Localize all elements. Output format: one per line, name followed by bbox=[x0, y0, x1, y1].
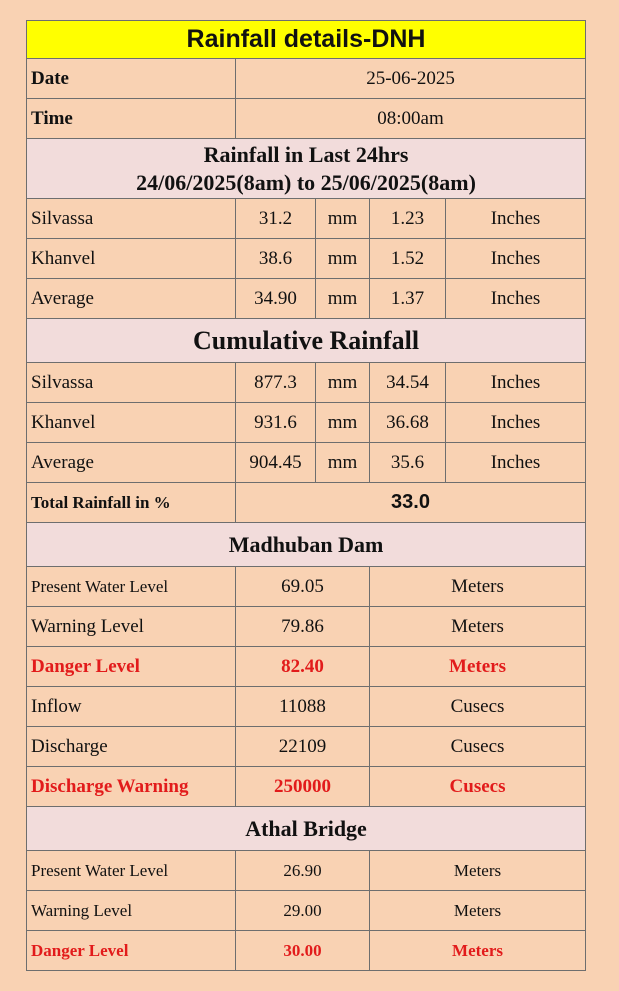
cumulative-heading: Cumulative Rainfall bbox=[27, 319, 586, 363]
time-label: Time bbox=[27, 99, 236, 139]
athal-row-warning bbox=[27, 891, 586, 931]
total-rainfall-label: Total Rainfall in % bbox=[27, 483, 236, 523]
level-unit: Meters bbox=[370, 607, 586, 647]
madhuban-row-warning bbox=[27, 607, 586, 647]
mm-value: 38.6 bbox=[236, 239, 316, 279]
athal-heading: Athal Bridge bbox=[27, 807, 586, 851]
inch-unit: Inches bbox=[446, 239, 586, 279]
level-value: 26.90 bbox=[236, 851, 370, 891]
mm-unit: mm bbox=[316, 363, 370, 403]
place-name: Silvassa bbox=[27, 199, 236, 239]
inch-unit: Inches bbox=[446, 199, 586, 239]
inch-unit: Inches bbox=[446, 363, 586, 403]
level-value: 30.00 bbox=[236, 931, 370, 971]
level-label: Discharge bbox=[27, 727, 236, 767]
mm-unit: mm bbox=[316, 199, 370, 239]
place-name: Average bbox=[27, 443, 236, 483]
level-value: 250000 bbox=[236, 767, 370, 807]
last24-row-average bbox=[27, 279, 586, 319]
mm-unit: mm bbox=[316, 239, 370, 279]
inch-value: 1.52 bbox=[370, 239, 446, 279]
athal-row-danger bbox=[27, 931, 586, 971]
title-row bbox=[27, 21, 586, 59]
madhuban-row-inflow bbox=[27, 687, 586, 727]
athal-heading-row bbox=[27, 807, 586, 851]
level-label: Danger Level bbox=[27, 647, 236, 687]
last24-heading-line1: Rainfall in Last 24hrs bbox=[203, 141, 409, 167]
level-value: 22109 bbox=[236, 727, 370, 767]
madhuban-row-present bbox=[27, 567, 586, 607]
last24-heading-line2: 24/06/2025(8am) to 25/06/2025(8am) bbox=[136, 169, 476, 195]
inch-unit: Inches bbox=[446, 443, 586, 483]
madhuban-row-danger bbox=[27, 647, 586, 687]
total-rainfall-value: 33.0 bbox=[236, 483, 586, 523]
total-rainfall-row bbox=[27, 483, 586, 523]
last24-row-silvassa bbox=[27, 199, 586, 239]
level-label: Warning Level bbox=[27, 607, 236, 647]
date-label: Date bbox=[27, 59, 236, 99]
madhuban-row-discharge-warning bbox=[27, 767, 586, 807]
last24-row-khanvel bbox=[27, 239, 586, 279]
cumulative-heading-row bbox=[27, 319, 586, 363]
level-unit: Meters bbox=[370, 851, 586, 891]
athal-row-present bbox=[27, 851, 586, 891]
last24-heading bbox=[27, 139, 586, 199]
inch-value: 36.68 bbox=[370, 403, 446, 443]
level-value: 79.86 bbox=[236, 607, 370, 647]
level-value: 69.05 bbox=[236, 567, 370, 607]
level-label: Present Water Level bbox=[27, 567, 236, 607]
madhuban-row-discharge bbox=[27, 727, 586, 767]
mm-value: 904.45 bbox=[236, 443, 316, 483]
inch-value: 1.23 bbox=[370, 199, 446, 239]
level-unit: Cusecs bbox=[370, 727, 586, 767]
cumulative-row-average bbox=[27, 443, 586, 483]
level-unit: Meters bbox=[370, 931, 586, 971]
rainfall-table bbox=[26, 20, 586, 971]
time-value: 08:00am bbox=[236, 99, 586, 139]
level-label: Discharge Warning bbox=[27, 767, 236, 807]
last24-heading-row bbox=[27, 139, 586, 199]
inch-unit: Inches bbox=[446, 403, 586, 443]
mm-unit: mm bbox=[316, 443, 370, 483]
date-row bbox=[27, 59, 586, 99]
level-value: 29.00 bbox=[236, 891, 370, 931]
level-label: Present Water Level bbox=[27, 851, 236, 891]
madhuban-heading: Madhuban Dam bbox=[27, 523, 586, 567]
level-unit: Meters bbox=[370, 567, 586, 607]
level-unit: Cusecs bbox=[370, 767, 586, 807]
level-label: Danger Level bbox=[27, 931, 236, 971]
cumulative-row-khanvel bbox=[27, 403, 586, 443]
inch-unit: Inches bbox=[446, 279, 586, 319]
level-label: Warning Level bbox=[27, 891, 236, 931]
mm-unit: mm bbox=[316, 403, 370, 443]
level-unit: Cusecs bbox=[370, 687, 586, 727]
cumulative-row-silvassa bbox=[27, 363, 586, 403]
place-name: Average bbox=[27, 279, 236, 319]
mm-value: 931.6 bbox=[236, 403, 316, 443]
date-value: 25-06-2025 bbox=[236, 59, 586, 99]
place-name: Khanvel bbox=[27, 403, 236, 443]
level-label: Inflow bbox=[27, 687, 236, 727]
inch-value: 1.37 bbox=[370, 279, 446, 319]
place-name: Khanvel bbox=[27, 239, 236, 279]
page-title: Rainfall details-DNH bbox=[27, 21, 586, 59]
inch-value: 34.54 bbox=[370, 363, 446, 403]
time-row bbox=[27, 99, 586, 139]
mm-value: 34.90 bbox=[236, 279, 316, 319]
mm-unit: mm bbox=[316, 279, 370, 319]
level-unit: Meters bbox=[370, 647, 586, 687]
level-unit: Meters bbox=[370, 891, 586, 931]
mm-value: 877.3 bbox=[236, 363, 316, 403]
mm-value: 31.2 bbox=[236, 199, 316, 239]
inch-value: 35.6 bbox=[370, 443, 446, 483]
place-name: Silvassa bbox=[27, 363, 236, 403]
level-value: 11088 bbox=[236, 687, 370, 727]
level-value: 82.40 bbox=[236, 647, 370, 687]
madhuban-heading-row bbox=[27, 523, 586, 567]
